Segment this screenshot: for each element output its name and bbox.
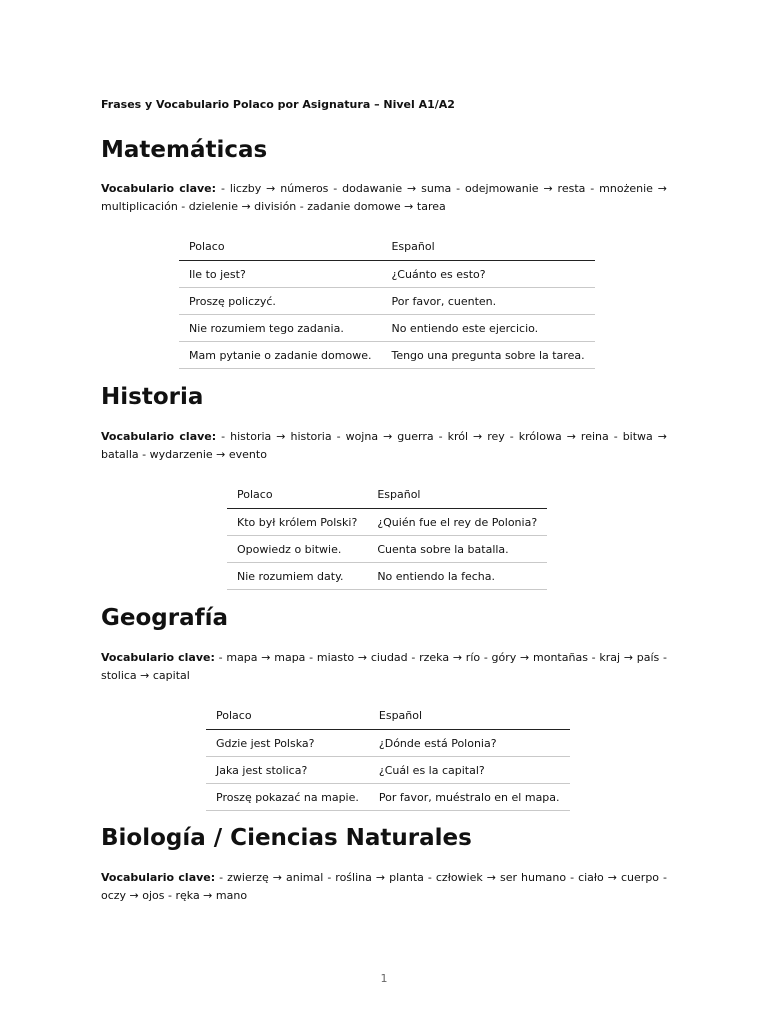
section-heading-biologia: Biología / Ciencias Naturales: [101, 825, 472, 851]
table-row: [179, 315, 595, 342]
table-cell-espanol: Por favor, cuenten.: [381, 288, 594, 315]
table-cell-espanol: ¿Dónde está Polonia?: [369, 730, 570, 757]
table-cell-polaco: Nie rozumiem daty.: [227, 563, 367, 590]
table-header-polaco: Polaco: [227, 481, 367, 509]
table-cell-espanol: ¿Quién fue el rey de Polonia?: [367, 509, 547, 536]
table-header-row: [206, 702, 570, 730]
table-cell-polaco: Nie rozumiem tego zadania.: [179, 315, 381, 342]
table-cell-espanol: ¿Cuánto es esto?: [381, 261, 594, 288]
vocab-text: - zwierzę → animal - roślina → planta - człowiek → ser humano - ciało → cuerpo - oczy → ojos - ręka → mano: [101, 871, 668, 902]
section-heading-geografia: Geografía: [101, 605, 229, 631]
table-header-polaco: Polaco: [206, 702, 369, 730]
vocab-paragraph-biologia: [101, 869, 667, 905]
section-heading-historia: Historia: [101, 384, 204, 410]
table-row: [227, 536, 547, 563]
document-title: Frases y Vocabulario Polaco por Asignatura – Nivel A1/A2: [101, 98, 455, 111]
table-header-espanol: Español: [369, 702, 570, 730]
table-cell-polaco: Gdzie jest Polska?: [206, 730, 369, 757]
phrase-table-geografia: [206, 702, 570, 811]
table-cell-polaco: Opowiedz o bitwie.: [227, 536, 367, 563]
table-row: [179, 342, 595, 369]
section-heading-matematicas: Matemáticas: [101, 137, 268, 163]
table-header-espanol: Español: [367, 481, 547, 509]
table-cell-espanol: ¿Cuál es la capital?: [369, 757, 570, 784]
table-cell-polaco: Kto był królem Polski?: [227, 509, 367, 536]
table-cell-polaco: Proszę pokazać na mapie.: [206, 784, 369, 811]
table-cell-espanol: No entiendo este ejercicio.: [381, 315, 594, 342]
vocab-label: Vocabulario clave:: [101, 651, 215, 664]
vocab-text: - liczby → números - dodawanie → suma - odejmowanie → resta - mnożenie → multiplicación - dzielenie → división - zadanie domowe → tarea: [101, 182, 668, 213]
table-cell-polaco: Jaka jest stolica?: [206, 757, 369, 784]
table-cell-espanol: Cuenta sobre la batalla.: [367, 536, 547, 563]
table-header-row: [227, 481, 547, 509]
table-cell-polaco: Ile to jest?: [179, 261, 381, 288]
vocab-text: - mapa → mapa - miasto → ciudad - rzeka → río - góry → montañas - kraj → país - stolica → capital: [101, 651, 668, 682]
table-row: [179, 261, 595, 288]
table-cell-espanol: No entiendo la fecha.: [367, 563, 547, 590]
vocab-label: Vocabulario clave:: [101, 871, 216, 884]
table-cell-espanol: Por favor, muéstralo en el mapa.: [369, 784, 570, 811]
table-header-row: [179, 233, 595, 261]
vocab-label: Vocabulario clave:: [101, 182, 217, 195]
table-row: [179, 288, 595, 315]
table-row: [206, 784, 570, 811]
page-number: 1: [380, 972, 388, 985]
vocab-label: Vocabulario clave:: [101, 430, 217, 443]
vocab-paragraph-historia: [101, 428, 667, 464]
phrase-table-historia: [227, 481, 547, 590]
table-row: [206, 730, 570, 757]
table-row: [227, 509, 547, 536]
table-row: [227, 563, 547, 590]
vocab-text: - historia → historia - wojna → guerra - król → rey - królowa → reina - bitwa → batalla - wydarzenie → evento: [101, 430, 668, 461]
vocab-paragraph-geografia: [101, 649, 667, 685]
table-header-polaco: Polaco: [179, 233, 381, 261]
vocab-paragraph-matematicas: [101, 180, 667, 216]
table-cell-polaco: Mam pytanie o zadanie domowe.: [179, 342, 381, 369]
table-row: [206, 757, 570, 784]
table-cell-polaco: Proszę policzyć.: [179, 288, 381, 315]
table-header-espanol: Español: [381, 233, 594, 261]
table-cell-espanol: Tengo una pregunta sobre la tarea.: [381, 342, 594, 369]
phrase-table-matematicas: [179, 233, 595, 369]
